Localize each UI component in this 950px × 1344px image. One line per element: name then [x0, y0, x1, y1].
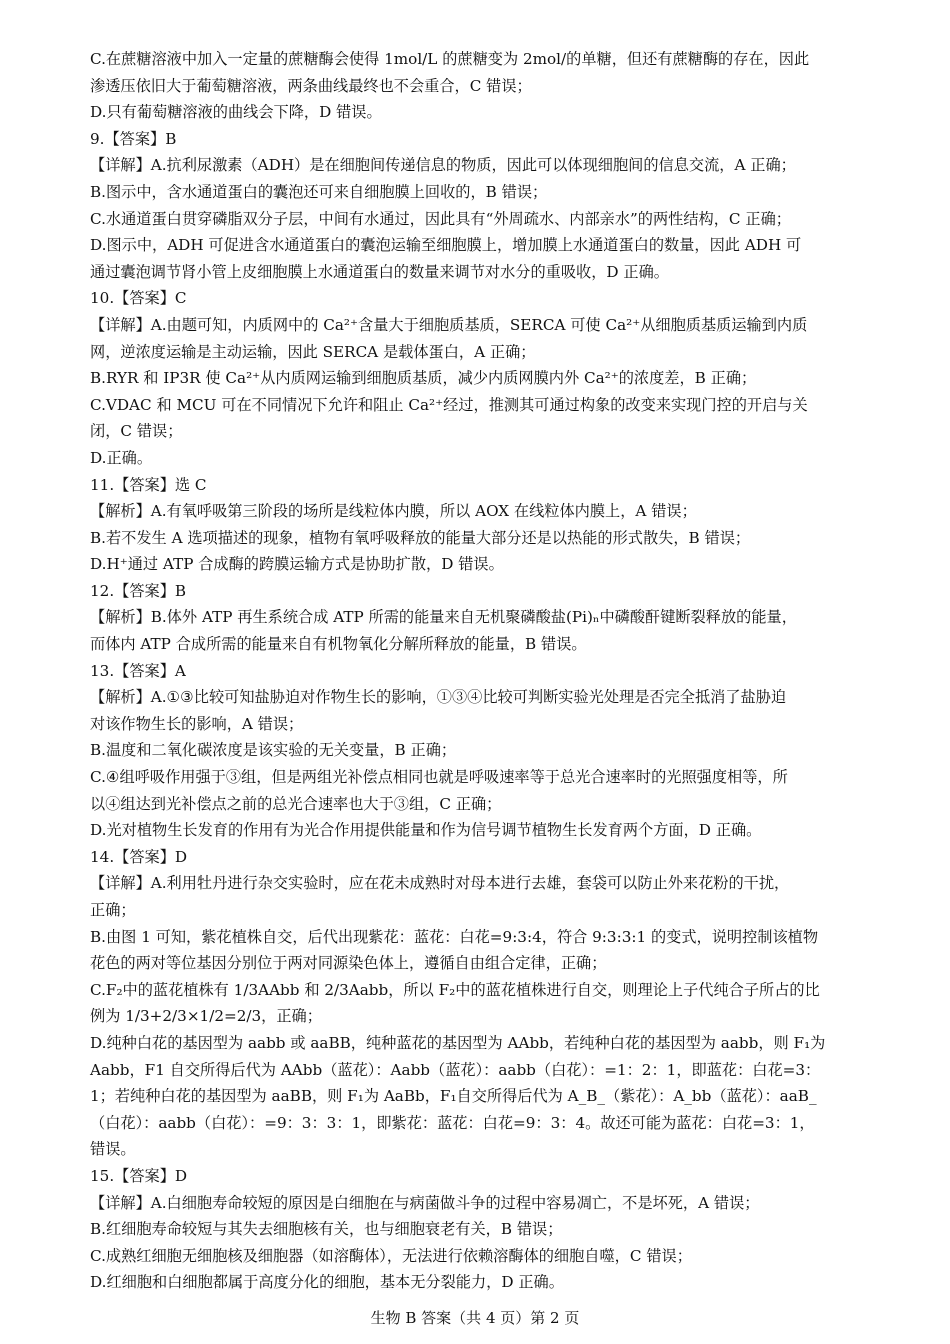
page-footer: 生物 B 答案（共 4 页）第 2 页	[370, 1309, 580, 1327]
text-line: D.纯种白花的基因型为 aabb 或 aaBB，纯种蓝花的基因型为 AAbb，若纯种白花的基因型为 aabb，则 F₁为	[90, 1033, 826, 1052]
text-line: C.成熟红细胞无细胞核及细胞器（如溶酶体），无法进行依赖溶酶体的细胞自噬，C 错误；	[90, 1246, 692, 1265]
text-line: 10.【答案】C	[90, 289, 187, 308]
text-line: B.图示中，含水通道蛋白的囊泡还可来自细胞膜上回收的，B 错误；	[90, 182, 548, 201]
text-line: 花色的两对等位基因分别位于两对同源染色体上，遵循自由组合定律，正确；	[90, 954, 607, 973]
text-line: 以④组达到光补偿点之前的总光合速率也大于③组，C 正确；	[90, 794, 502, 813]
text-line: C.F₂中的蓝花植株有 1/3AAbb 和 2/3Aabb，所以 F₂中的蓝花植株进行自交，则理论上子代纯合子所占的比	[90, 980, 820, 999]
text-line: 【详解】A.由题可知，内质网中的 Ca²⁺含量大于细胞质基质，SERCA 可使 Ca²⁺从细胞质基质运输到内质	[90, 315, 808, 334]
text-line: D.正确。	[90, 448, 153, 467]
text-line: 【解析】A.①③比较可知盐胁迫对作物生长的影响，①③④比较可判断实验光处理是否完全抵消了盐胁迫	[90, 688, 787, 707]
text-line: B.由图 1 可知，紫花植株自交，后代出现紫花：蓝花：白花=9:3:4，符合 9:3:3:1 的变式，说明控制该植物	[90, 927, 819, 946]
text-line: （白花）：aabb（白花）：=9：3：3：1，即紫花：蓝花：白花=9：3：4。故还可能为蓝花：白花=3：1，	[90, 1113, 815, 1132]
text-line: B.红细胞寿命较短与其失去细胞核有关，也与细胞衰老有关，B 错误；	[90, 1220, 563, 1239]
text-line: D.光对植物生长发育的作用有为光合作用提供能量和作为信号调节植物生长发育两个方面，D 正确。	[90, 821, 762, 840]
text-line: 【详解】A.白细胞寿命较短的原因是白细胞在与病菌做斗争的过程中容易凋亡，不是坏死，A 错误；	[90, 1193, 760, 1212]
text-line: D.H⁺通过 ATP 合成酶的跨膜运输方式是协助扩散，D 错误。	[90, 555, 504, 574]
text-line: 错误。	[90, 1140, 136, 1159]
text-line: D.只有葡萄糖溶液的曲线会下降，D 错误。	[90, 103, 382, 122]
text-line: 【详解】A.抗利尿激素（ADH）是在细胞间传递信息的物质，因此可以体现细胞间的信息交流，A 正确；	[90, 156, 796, 175]
text-line: B.若不发生 A 选项描述的现象，植物有氧呼吸释放的能量大部分还是以热能的形式散失，B 错误；	[90, 528, 751, 547]
text-line: C.水通道蛋白贯穿磷脂双分子层，中间有水通过，因此具有“外周疏水、内部亲水”的两性结构，C 正确；	[90, 209, 791, 228]
answer-text-body	[90, 46, 862, 1296]
text-line: 而体内 ATP 合成所需的能量来自有机物氧化分解所释放的能量，B 错误。	[90, 635, 587, 654]
text-line: B.温度和二氧化碳浓度是该实验的无关变量，B 正确；	[90, 741, 457, 760]
text-line: C.④组呼吸作用强于③组，但是两组光补偿点相同也就是呼吸速率等于总光合速率时的光照强度相等，所	[90, 768, 788, 787]
text-line: 网，逆浓度运输是主动运输，因此 SERCA 是载体蛋白，A 正确；	[90, 342, 536, 361]
text-line: 正确；	[90, 901, 136, 919]
text-line: 11.【答案】选 C	[90, 475, 207, 494]
text-line: D.红细胞和白细胞都属于高度分化的细胞，基本无分裂能力，D 正确。	[90, 1273, 564, 1292]
text-line: D.图示中，ADH 可促进含水通道蛋白的囊泡运输至细胞膜上，增加膜上水通道蛋白的数量，因此 ADH 可	[90, 236, 802, 255]
text-line: 1；若纯种白花的基因型为 aaBB，则 F₁为 AaBb，F₁自交所得后代为 A_B_（紫花）：A_bb（蓝花）：aaB_	[90, 1087, 817, 1106]
text-line: 【详解】A.利用牡丹进行杂交实验时，应在花未成熟时对母本进行去雄，套袋可以防止外来花粉的干扰，	[90, 874, 790, 893]
text-line: 14.【答案】D	[90, 847, 188, 866]
text-line: 13.【答案】A	[90, 661, 186, 680]
text-line: Aabb，F1 自交所得后代为 AAbb（蓝花）：Aabb（蓝花）：aabb（白花）：=1：2：1，即蓝花：白花=3：	[90, 1060, 821, 1079]
text-line: 通过囊泡调节肾小管上皮细胞膜上水通道蛋白的数量来调节对水分的重吸收，D 正确。	[90, 262, 669, 281]
text-line: 例为 1/3+2/3×1/2=2/3，正确；	[90, 1007, 322, 1026]
text-line: B.RYR 和 IP3R 使 Ca²⁺从内质网运输到细胞质基质，减少内质网膜内外 Ca²⁺的浓度差，B 正确；	[90, 369, 757, 388]
text-line: 9.【答案】B	[90, 129, 177, 148]
text-line: 【解析】A.有氧呼吸第三阶段的场所是线粒体内膜，所以 AOX 在线粒体内膜上，A 错误；	[90, 502, 697, 521]
text-line: 渗透压依旧大于葡萄糖溶液，两条曲线最终也不会重合，C 错误；	[90, 76, 532, 95]
text-line: C.VDAC 和 MCU 可在不同情况下允许和阻止 Ca²⁺经过，推测其可通过构象的改变来实现门控的开启与关	[90, 395, 808, 414]
text-line: 12.【答案】B	[90, 581, 187, 600]
text-line: 闭，C 错误；	[90, 422, 183, 441]
text-line: 【解析】B.体外 ATP 再生系统合成 ATP 所需的能量来自无机聚磷酸盐(Pi)ₙ中磷酸酐键断裂释放的能量，	[90, 608, 797, 627]
text-line: 15.【答案】D	[90, 1166, 188, 1185]
text-line: 对该作物生长的影响，A 错误；	[90, 714, 304, 733]
text-line: C.在蔗糖溶液中加入一定量的蔗糖酶会使得 1mol/L 的蔗糖变为 2mol/的单糖，但还有蔗糖酶的存在，因此	[90, 50, 810, 68]
